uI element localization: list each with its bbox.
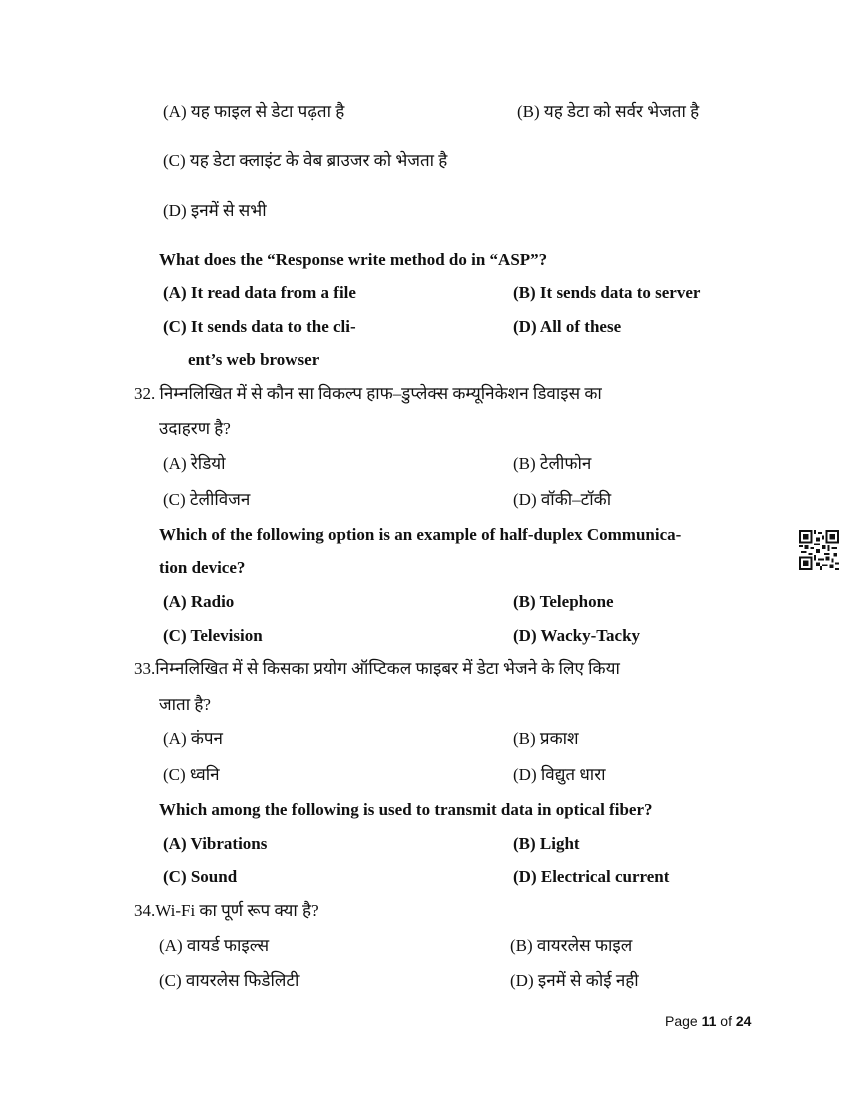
q33-hindi-line2: जाता है?	[159, 695, 211, 714]
q34-option-c: (C) वायरलेस फिडेलिटी	[159, 971, 300, 990]
q33-hindi-option-b: (B) प्रकाश	[513, 729, 579, 748]
page-footer	[665, 1013, 751, 1029]
q33-eng-option-c: (C) Sound	[163, 867, 238, 886]
q34-option-b: (B) वायरलेस फाइल	[510, 936, 633, 955]
prev-question-english: What does the “Response write method do in “ASP”?	[159, 250, 548, 269]
q34-question: 34.Wi-Fi का पूर्ण रूप क्या है?	[134, 901, 319, 920]
q34-option-d: (D) इनमें से कोई नही	[510, 971, 639, 990]
q33-eng-option-d: (D) Electrical current	[513, 867, 670, 886]
prev-eng-option-d: (D) All of these	[513, 317, 622, 336]
q33-english-line1: Which among the following is used to transmit data in optical fiber?	[159, 800, 653, 819]
q32-english-line2: tion device?	[159, 558, 246, 577]
q33-hindi-option-a: (A) कंपन	[163, 729, 223, 748]
qr-code-icon	[799, 530, 839, 570]
q32-eng-option-a: (A) Radio	[163, 592, 235, 611]
q32-hindi-option-a: (A) रेडियो	[163, 454, 226, 473]
prev-eng-option-c-continued: ent’s web browser	[188, 350, 320, 369]
prev-eng-option-b: (B) It sends data to server	[513, 283, 701, 302]
prev-hindi-option-a: (A) यह फाइल से डेटा पढ़ता है	[163, 102, 345, 121]
q32-eng-option-d: (D) Wacky-Tacky	[513, 626, 641, 645]
q32-hindi-option-c: (C) टेलीविजन	[163, 490, 251, 509]
prev-hindi-option-d: (D) इनमें से सभी	[163, 201, 267, 220]
page-label: Page	[665, 1013, 698, 1029]
q33-eng-option-a: (A) Vibrations	[163, 834, 268, 853]
page-total-number: 24	[735, 1013, 752, 1029]
q32-hindi-option-d: (D) वॉकी–टॉकी	[513, 490, 612, 509]
prev-hindi-option-c: (C) यह डेटा क्लाइंट के वेब ब्राउजर को भेजता है	[163, 151, 448, 170]
q32-eng-option-c: (C) Television	[163, 626, 263, 645]
prev-hindi-option-b: (B) यह डेटा को सर्वर भेजता है	[517, 102, 700, 121]
prev-eng-option-a: (A) It read data from a file	[163, 283, 356, 302]
page-of-label: of	[720, 1013, 732, 1029]
q34-option-a: (A) वायर्ड फाइल्स	[159, 936, 270, 955]
prev-eng-option-c: (C) It sends data to the cli-	[163, 317, 356, 336]
q32-eng-option-b: (B) Telephone	[513, 592, 614, 611]
page-current-number: 11	[701, 1013, 717, 1029]
q33-hindi-line1: 33.निम्नलिखित में से किसका प्रयोग ऑप्टिकल फाइबर में डेटा भेजने के लिए किया	[134, 659, 620, 678]
q32-hindi-option-b: (B) टेलीफोन	[513, 454, 592, 473]
q32-hindi-line2: उदाहरण है?	[159, 419, 231, 438]
q33-hindi-option-c: (C) ध्वनि	[163, 765, 220, 784]
q33-eng-option-b: (B) Light	[513, 834, 580, 853]
q33-hindi-option-d: (D) विद्युत धारा	[513, 765, 606, 784]
q32-hindi-line1: 32. निम्नलिखित में से कौन सा विकल्प हाफ–डुप्लेक्स कम्यूनिकेशन डिवाइस का	[134, 384, 602, 403]
q32-english-line1: Which of the following option is an example of half-duplex Communica-	[159, 525, 682, 544]
